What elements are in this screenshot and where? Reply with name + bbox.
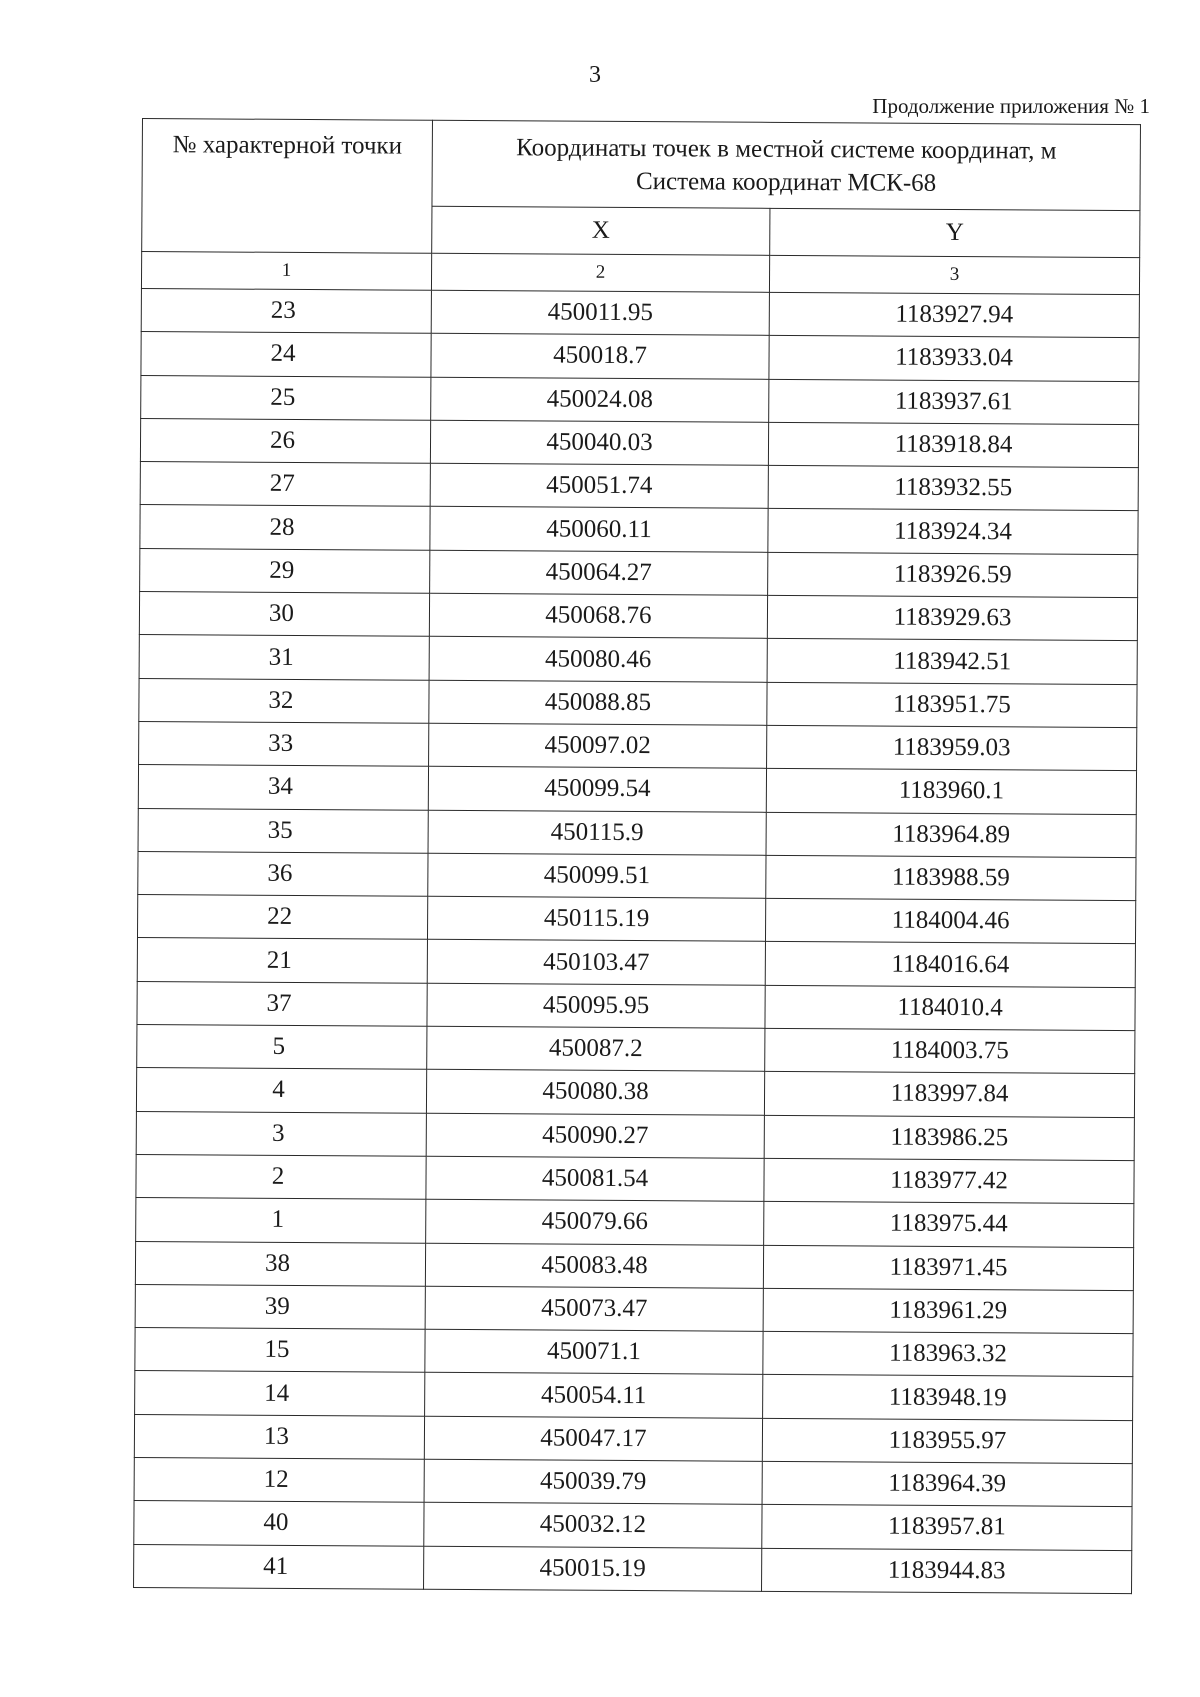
point-number-cell: 30 xyxy=(139,592,429,637)
table-row xyxy=(134,1457,1132,1506)
table-row xyxy=(136,1111,1134,1160)
point-number-cell: 37 xyxy=(137,981,427,1026)
y-coordinate-cell: 1183924.34 xyxy=(768,509,1138,555)
point-number-cell: 13 xyxy=(134,1414,424,1459)
x-coordinate-cell: 450081.54 xyxy=(426,1156,764,1201)
y-coordinate-cell: 1184016.64 xyxy=(765,942,1135,988)
table-row xyxy=(137,938,1135,987)
x-coordinate-cell: 450088.85 xyxy=(429,680,767,725)
y-coordinate-cell: 1183957.81 xyxy=(762,1505,1132,1551)
page-number: 3 xyxy=(589,62,601,88)
table-row xyxy=(135,1241,1133,1290)
y-coordinate-cell: 1183948.19 xyxy=(763,1375,1133,1421)
x-coordinate-cell: 450071.1 xyxy=(425,1329,763,1374)
point-number-cell: 36 xyxy=(138,851,428,896)
y-coordinate-cell: 1183942.51 xyxy=(767,639,1137,685)
x-column-header: X xyxy=(432,206,770,255)
table-row xyxy=(136,1154,1134,1203)
table-row xyxy=(141,288,1139,337)
table-row xyxy=(141,332,1139,381)
y-coordinate-cell: 1183960.1 xyxy=(766,769,1136,815)
point-number-cell: 25 xyxy=(141,375,431,420)
x-coordinate-cell: 450047.17 xyxy=(424,1416,762,1461)
x-coordinate-cell: 450083.48 xyxy=(425,1243,763,1288)
x-coordinate-cell: 450073.47 xyxy=(425,1286,763,1331)
point-number-cell: 14 xyxy=(135,1371,425,1416)
y-coordinate-cell: 1183988.59 xyxy=(766,855,1136,901)
table-row xyxy=(136,1068,1134,1117)
column-number-3: 3 xyxy=(769,255,1139,294)
table-row xyxy=(138,808,1136,857)
y-coordinate-cell: 1183964.39 xyxy=(762,1461,1132,1507)
table-body xyxy=(134,288,1140,1593)
point-number-cell: 32 xyxy=(139,678,429,723)
point-number-cell: 34 xyxy=(138,765,428,810)
table-row xyxy=(139,635,1137,684)
x-coordinate-cell: 450040.03 xyxy=(430,420,768,465)
x-coordinate-cell: 450090.27 xyxy=(426,1113,764,1158)
point-number-cell: 28 xyxy=(140,505,430,550)
y-coordinate-cell: 1183927.94 xyxy=(769,292,1139,338)
x-coordinate-cell: 450054.11 xyxy=(425,1373,763,1418)
y-coordinate-cell: 1183932.55 xyxy=(768,466,1138,512)
point-number-cell: 5 xyxy=(137,1025,427,1070)
y-coordinate-cell: 1184003.75 xyxy=(765,1028,1135,1074)
table-row xyxy=(140,462,1138,511)
table-row xyxy=(140,505,1138,554)
x-coordinate-cell: 450051.74 xyxy=(430,463,768,508)
y-coordinate-cell: 1183986.25 xyxy=(764,1115,1134,1161)
column-number-1: 1 xyxy=(141,252,431,291)
table-row xyxy=(138,851,1136,900)
appendix-continuation-note: Продолжение приложения № 1 xyxy=(872,94,1150,118)
table-row xyxy=(136,1198,1134,1247)
point-number-cell: 31 xyxy=(139,635,429,680)
table-row xyxy=(137,981,1135,1030)
point-number-cell: 23 xyxy=(141,288,431,333)
x-coordinate-cell: 450103.47 xyxy=(427,940,765,985)
y-coordinate-cell: 1183997.84 xyxy=(764,1072,1134,1118)
y-coordinate-cell: 1184010.4 xyxy=(765,985,1135,1031)
y-coordinate-cell: 1183933.04 xyxy=(769,336,1139,382)
table-row xyxy=(134,1544,1132,1593)
x-coordinate-cell: 450087.2 xyxy=(427,1026,765,1071)
x-coordinate-cell: 450011.95 xyxy=(431,290,769,335)
point-number-cell: 24 xyxy=(141,332,431,377)
table-row xyxy=(138,765,1136,814)
coordinates-header-line2: Система координат МСК-68 xyxy=(635,167,937,197)
y-coordinate-cell: 1183961.29 xyxy=(763,1288,1133,1334)
x-coordinate-cell: 450032.12 xyxy=(424,1503,762,1548)
point-number-cell: 12 xyxy=(134,1457,424,1502)
table-row xyxy=(135,1284,1133,1333)
x-coordinate-cell: 450018.7 xyxy=(431,334,769,379)
y-column-header: Y xyxy=(770,208,1140,257)
table-row xyxy=(135,1371,1133,1420)
x-coordinate-cell: 450039.79 xyxy=(424,1459,762,1504)
y-coordinate-cell: 1183959.03 xyxy=(767,725,1137,771)
y-coordinate-cell: 1183951.75 xyxy=(767,682,1137,728)
table-row xyxy=(134,1414,1132,1463)
x-coordinate-cell: 450024.08 xyxy=(431,377,769,422)
x-coordinate-cell: 450080.46 xyxy=(429,637,767,682)
x-coordinate-cell: 450060.11 xyxy=(430,507,768,552)
y-coordinate-cell: 1183977.42 xyxy=(764,1158,1134,1204)
table-row xyxy=(139,592,1137,641)
x-coordinate-cell: 450080.38 xyxy=(426,1070,764,1115)
table-row xyxy=(134,1501,1132,1550)
column-number-2: 2 xyxy=(431,253,769,292)
point-number-cell: 22 xyxy=(137,895,427,940)
point-number-cell: 27 xyxy=(140,462,430,507)
y-coordinate-cell: 1183926.59 xyxy=(768,552,1138,598)
x-coordinate-cell: 450095.95 xyxy=(427,983,765,1028)
y-coordinate-cell: 1183937.61 xyxy=(769,379,1139,425)
point-number-cell: 4 xyxy=(136,1068,426,1113)
x-coordinate-cell: 450115.19 xyxy=(427,896,765,941)
y-coordinate-cell: 1183964.89 xyxy=(766,812,1136,858)
x-coordinate-cell: 450097.02 xyxy=(429,723,767,768)
coordinates-header-line1: Координаты точек в местной системе координат, м xyxy=(516,133,1057,165)
y-coordinate-cell: 1183929.63 xyxy=(767,595,1137,641)
point-number-cell: 26 xyxy=(140,418,430,463)
y-coordinate-cell: 1183963.32 xyxy=(763,1331,1133,1377)
coordinates-table xyxy=(133,118,1141,1594)
table-header xyxy=(141,119,1140,295)
x-coordinate-cell: 450068.76 xyxy=(429,593,767,638)
y-coordinate-cell: 1183944.83 xyxy=(762,1548,1132,1594)
x-coordinate-cell: 450099.54 xyxy=(428,767,766,812)
x-coordinate-cell: 450064.27 xyxy=(430,550,768,595)
point-number-cell: 35 xyxy=(138,808,428,853)
point-number-cell: 3 xyxy=(136,1111,426,1156)
point-number-header: № характерной точки xyxy=(142,119,433,254)
table-row xyxy=(139,678,1137,727)
point-number-cell: 15 xyxy=(135,1328,425,1373)
x-coordinate-cell: 450099.51 xyxy=(428,853,766,898)
point-number-cell: 29 xyxy=(140,548,430,593)
x-coordinate-cell: 450015.19 xyxy=(424,1546,762,1591)
point-number-cell: 33 xyxy=(139,721,429,766)
x-coordinate-cell: 450079.66 xyxy=(426,1199,764,1244)
y-coordinate-cell: 1184004.46 xyxy=(765,898,1135,944)
point-number-cell: 1 xyxy=(136,1198,426,1243)
point-number-cell: 41 xyxy=(134,1544,424,1589)
table-row xyxy=(140,548,1138,597)
coordinates-header xyxy=(432,120,1141,210)
y-coordinate-cell: 1183971.45 xyxy=(763,1245,1133,1291)
table-row xyxy=(135,1328,1133,1377)
point-number-cell: 38 xyxy=(135,1241,425,1286)
table-row xyxy=(137,1025,1135,1074)
y-coordinate-cell: 1183955.97 xyxy=(762,1418,1132,1464)
point-number-cell: 2 xyxy=(136,1154,426,1199)
table-row xyxy=(137,895,1135,944)
point-number-cell: 39 xyxy=(135,1284,425,1329)
y-coordinate-cell: 1183918.84 xyxy=(768,422,1138,468)
x-coordinate-cell: 450115.9 xyxy=(428,810,766,855)
table-row xyxy=(139,721,1137,770)
table-row xyxy=(141,375,1139,424)
table-row xyxy=(140,418,1138,467)
y-coordinate-cell: 1183975.44 xyxy=(764,1202,1134,1248)
point-number-cell: 40 xyxy=(134,1501,424,1546)
point-number-cell: 21 xyxy=(137,938,427,983)
